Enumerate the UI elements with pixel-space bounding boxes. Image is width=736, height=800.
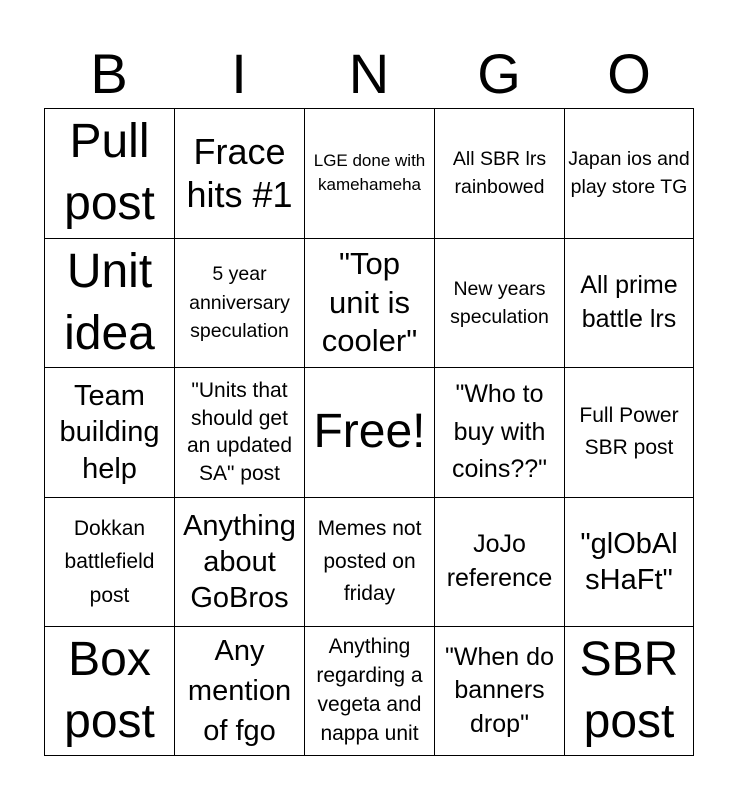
header-letter-o: O: [607, 42, 651, 105]
bingo-cell[interactable]: [564, 497, 694, 627]
bingo-cell[interactable]: [174, 497, 304, 627]
bingo-cell[interactable]: [434, 108, 564, 238]
cell-text: "Top unit is cooler": [321, 245, 418, 359]
cell-text: Dokkan battlefield post: [64, 516, 155, 607]
cell-text: LGE done with kamehameha: [313, 150, 426, 195]
bingo-cell[interactable]: [174, 367, 304, 497]
bingo-cell[interactable]: [44, 238, 174, 368]
cell-text: Anything about GoBros: [183, 509, 296, 615]
cell-text: JoJo reference: [446, 530, 553, 593]
cell-text: "Who to buy with coins??": [451, 380, 548, 484]
cell-text: Team building help: [59, 380, 160, 485]
bingo-cell[interactable]: [44, 497, 174, 627]
bingo-cell[interactable]: [434, 497, 564, 627]
cell-text: "glObAl sHaFt": [580, 527, 678, 597]
cell-text: SBR post: [579, 632, 679, 749]
cell-text: Pull post: [64, 114, 155, 231]
cell-text: All prime battle lrs: [580, 271, 678, 333]
bingo-cell[interactable]: [564, 367, 694, 497]
cell-text: 5 year anniversary speculation: [189, 263, 290, 343]
bingo-cell[interactable]: [434, 626, 564, 756]
bingo-cell[interactable]: [304, 108, 434, 238]
cell-text: "Units that should get an updated SA" post: [186, 379, 293, 486]
cell-text: Free!: [313, 405, 426, 459]
header-letter-n: N: [348, 42, 390, 105]
cell-text: Box post: [64, 632, 155, 749]
bingo-cell[interactable]: [174, 238, 304, 368]
cell-text: Memes not posted on friday: [317, 517, 422, 606]
cell-text: Full Power SBR post: [579, 403, 679, 460]
bingo-cell[interactable]: [304, 626, 434, 756]
cell-text: Unit idea: [64, 244, 155, 360]
cell-text: Anything regarding a vegeta and nappa unit: [316, 635, 423, 746]
bingo-cell[interactable]: [304, 238, 434, 368]
cell-text: All SBR lrs rainbowed: [452, 148, 547, 199]
bingo-cell[interactable]: [434, 367, 564, 497]
cell-text: Frace hits #1: [186, 131, 293, 216]
bingo-cell[interactable]: [174, 108, 304, 238]
bingo-cell[interactable]: [304, 497, 434, 627]
bingo-cell[interactable]: [434, 238, 564, 368]
cell-text: "When do banners drop": [445, 642, 554, 739]
bingo-cell[interactable]: [174, 626, 304, 756]
bingo-board: [44, 108, 694, 756]
bingo-cell[interactable]: [564, 108, 694, 238]
header-letter-g: G: [477, 42, 521, 105]
header-letter-b: B: [90, 42, 128, 105]
bingo-cell[interactable]: [564, 238, 694, 368]
bingo-cell[interactable]: [564, 626, 694, 756]
bingo-cell[interactable]: [44, 626, 174, 756]
cell-text: New years speculation: [450, 277, 549, 328]
bingo-cell[interactable]: [304, 367, 434, 497]
header-letter-i: I: [231, 42, 247, 105]
bingo-cell[interactable]: [44, 108, 174, 238]
bingo-cell[interactable]: [44, 367, 174, 497]
cell-text: Any mention of fgo: [187, 635, 292, 748]
bingo-header: [44, 40, 694, 108]
cell-text: Japan ios and play store TG: [568, 148, 690, 199]
